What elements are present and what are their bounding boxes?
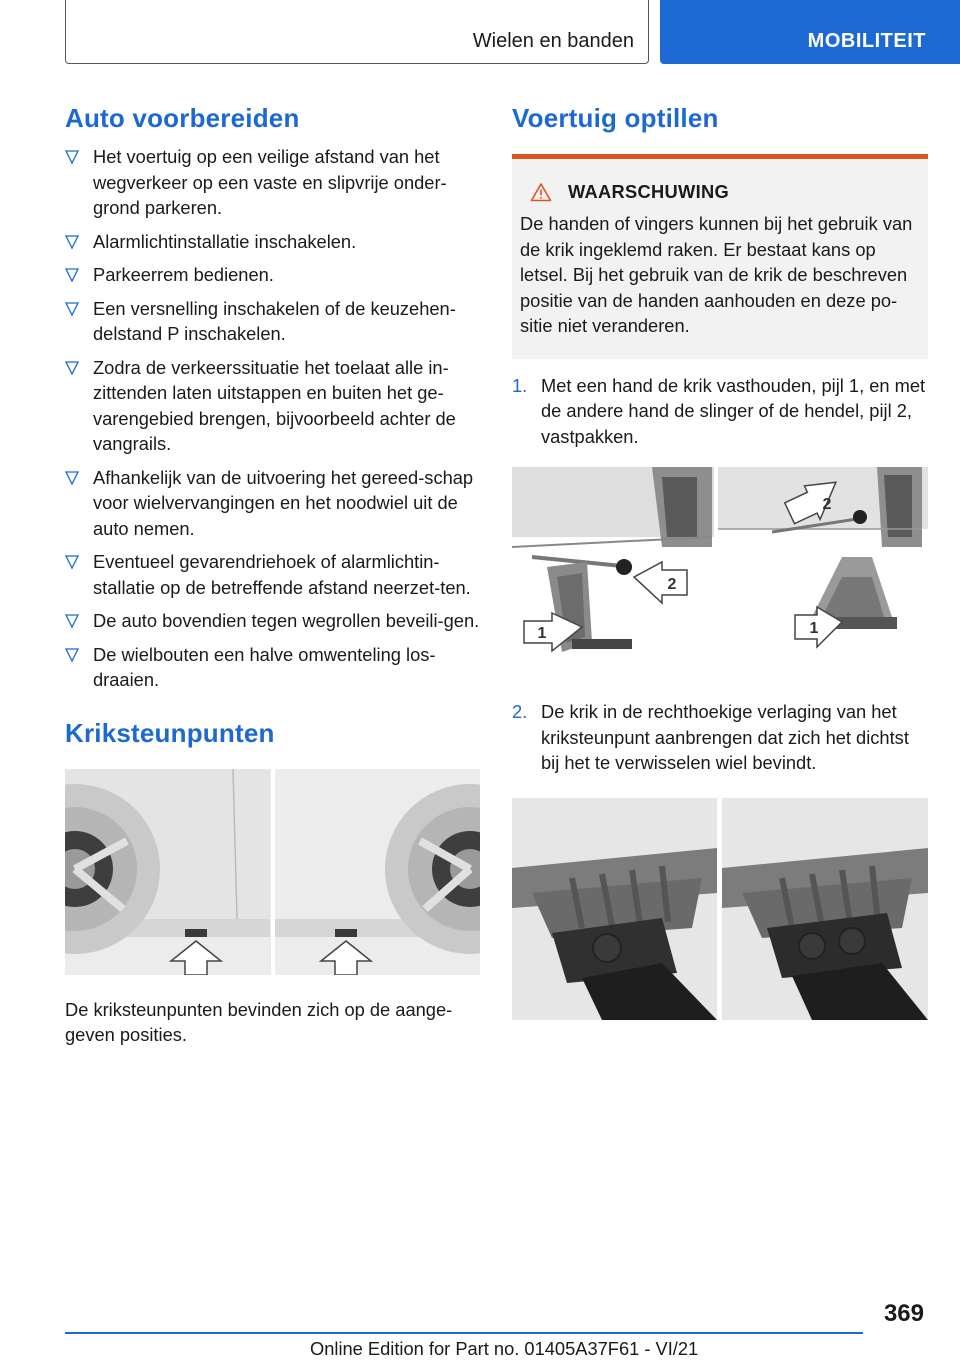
step-item [65, 296, 480, 347]
footer-divider [65, 1332, 863, 1334]
lifting-steps [512, 373, 928, 450]
page-number: 369 [883, 1300, 924, 1327]
step-text: Afhankelijk van de uitvoering het gereed-schap voor wielvervangingen en het noodwiel uit de auto nemen. [93, 466, 474, 539]
jack-points-caption: De kriksteunpunten bevinden zich op de aange-geven posities. [65, 998, 453, 1045]
step-item [65, 549, 480, 600]
triangle-bullet-icon [65, 611, 79, 631]
header-chapter-tab [660, 0, 960, 64]
heading-kriksteunpunten: Kriksteunpunten [65, 717, 275, 748]
arrow-label: 2 [667, 576, 677, 593]
step-text: Het voertuig op een veilige afstand van het wegverkeer op een vaste en slipvrije onder-grond parkeren. [93, 146, 447, 218]
heading-voertuig-optillen: Voertuig optillen [512, 103, 719, 133]
step-item [65, 262, 480, 288]
step-number: 1. [512, 374, 528, 396]
jack-handling-figure [512, 467, 928, 661]
lifting-steps-cont [512, 699, 928, 776]
triangle-bullet-icon [65, 232, 79, 252]
step-item [65, 608, 480, 634]
triangle-bullet-icon [65, 299, 79, 319]
triangle-bullet-icon [65, 147, 79, 167]
step-item [65, 355, 480, 457]
arrow-label: 2 [822, 496, 832, 513]
triangle-bullet-icon [65, 265, 79, 285]
step-text: Alarmlichtinstallatie inschakelen. [93, 230, 357, 252]
step-text: Met een hand de krik vasthouden, pijl 1, en met de andere hand de slinger of de hendel, pijl 2, vastpakken. [541, 374, 926, 447]
step-item [65, 229, 480, 255]
step-text: De auto bovendien tegen wegrollen beveili-gen. [93, 610, 480, 631]
warning-text: De handen of vingers kunnen bij het gebruik van de krik ingeklemd raken. Er bestaat kans op letsel. Bij het gebruik van de krik de beschreven positie van de handen aanhouden en deze po-sitie niet veranderen. [520, 213, 913, 336]
step-item [65, 465, 480, 542]
step-item [65, 144, 480, 221]
right-column [512, 100, 928, 1020]
warning-header [520, 181, 920, 203]
jack-points-figure [65, 769, 480, 975]
warning-triangle-icon [530, 182, 552, 202]
header-section-title: Wielen en banden [472, 30, 634, 52]
step-text: Eventueel gevarendriehoek of alarmlichtin-stallatie op de betreffende afstand neerzet-ten. [93, 551, 471, 598]
arrow-label: 1 [809, 620, 819, 637]
heading-auto-voorbereiden: Auto voorbereiden [65, 103, 300, 133]
left-column [65, 100, 480, 1048]
triangle-bullet-icon [65, 358, 79, 378]
preparation-steps [65, 144, 480, 693]
warning-box [512, 154, 928, 359]
step-text: Zodra de verkeerssituatie het toelaat alle in-zittenden laten uitstappen en buiten het ge-varengebied brengen, bijvoorbeeld achter de vangrails. [93, 356, 456, 454]
step-item [65, 642, 480, 693]
footer-edition: Online Edition for Part no. 01405A37F61 - VI/21 [310, 1338, 699, 1359]
arrow-label: 1 [537, 625, 547, 642]
jack-points-illustration [65, 769, 480, 975]
lifting-step-1 [512, 373, 928, 450]
header-section-tab [65, 0, 649, 64]
lifting-step-2 [512, 699, 928, 776]
step-text: Parkeerrem bedienen. [93, 264, 274, 285]
jack-placement-figure [512, 798, 928, 1020]
triangle-bullet-icon [65, 468, 79, 488]
jack-handling-illustration [512, 467, 928, 661]
step-text: De krik in de rechthoekige verlaging van het kriksteunpunt aanbrengen dat zich het dichtst bij het te verwisselen wiel bevindt. [541, 701, 909, 773]
triangle-bullet-icon [65, 645, 79, 665]
warning-title: WAARSCHUWING [568, 181, 730, 202]
header-chapter-title: MOBILITEIT [807, 30, 926, 52]
step-text: De wielbouten een halve omwenteling los-draaien. [93, 643, 436, 690]
step-number: 2. [512, 701, 528, 722]
triangle-bullet-icon [65, 552, 79, 572]
step-text: Een versnelling inschakelen of de keuzehen-delstand P inschakelen. [93, 297, 456, 344]
jack-placement-illustration [512, 798, 928, 1020]
